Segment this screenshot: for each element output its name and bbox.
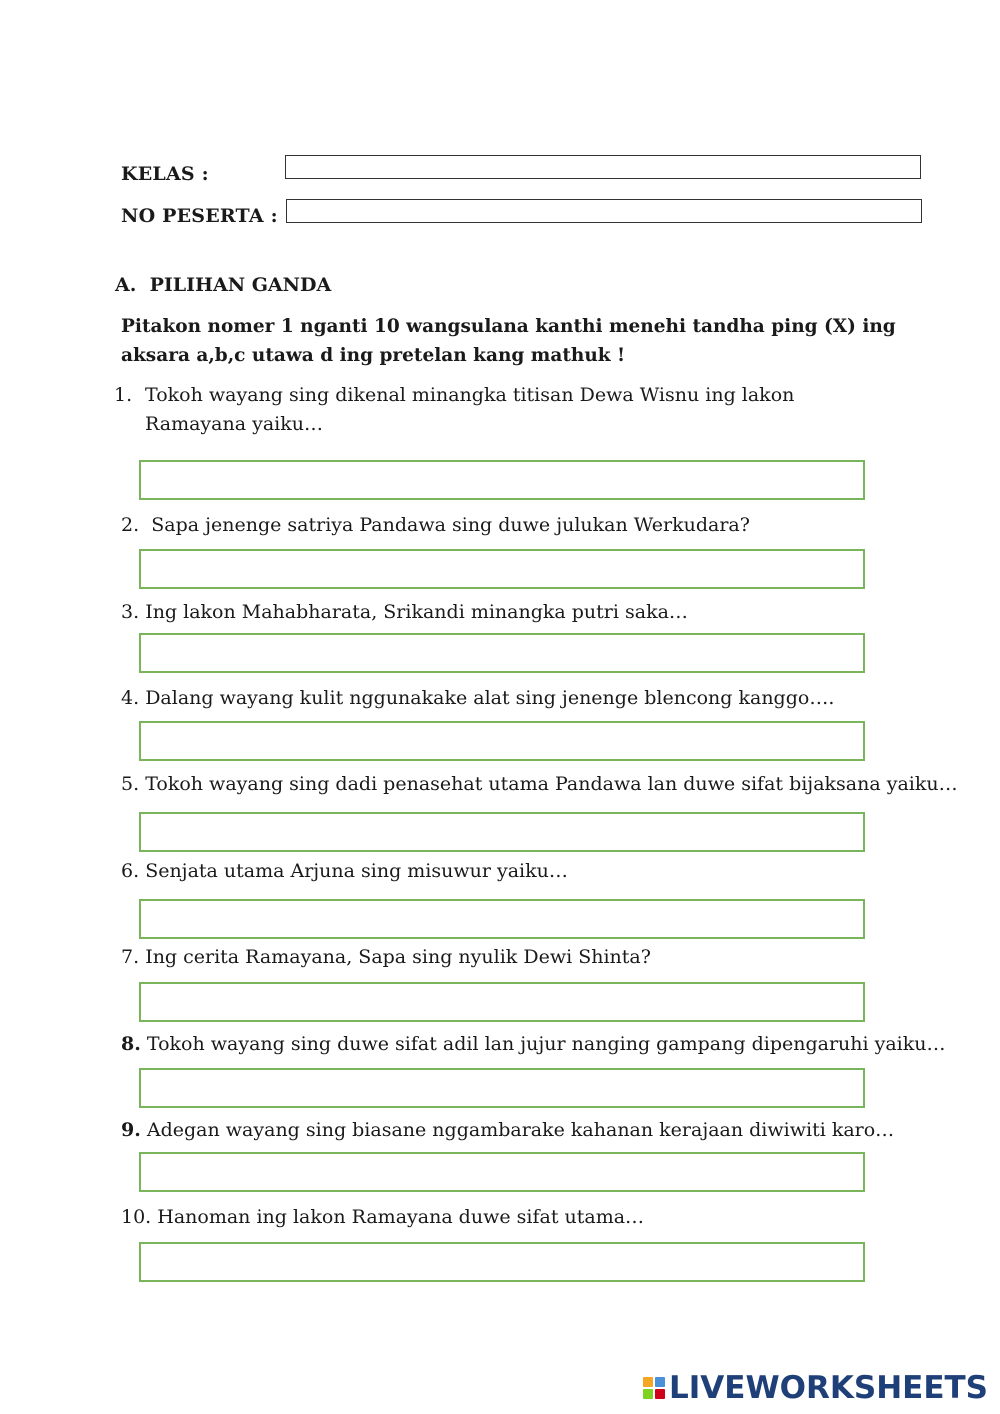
logo-text: LIVEWORKSHEETS <box>669 1370 988 1406</box>
answer-6-input[interactable] <box>139 899 865 939</box>
question-2-number: 2. <box>121 514 140 536</box>
question-10-text: Hanoman ing lakon Ramayana duwe sifat utama… <box>157 1206 645 1228</box>
question-10-number: 10. <box>121 1206 152 1228</box>
answer-10-input[interactable] <box>139 1242 865 1282</box>
question-4 <box>121 684 834 713</box>
question-3-number: 3. <box>121 601 140 623</box>
liveworksheets-logo-icon <box>643 1377 665 1399</box>
no-peserta-label: NO PESERTA : <box>121 205 278 227</box>
section-letter: A. <box>115 274 137 296</box>
answer-7-input[interactable] <box>139 982 865 1022</box>
instructions: Pitakon nomer 1 nganti 10 wangsulana kanthi menehi tandha ping (X) ing aksara a,b,c utawa d ing pretelan kang mathuk ! <box>121 316 896 366</box>
liveworksheets-logo <box>643 1370 988 1406</box>
section-title <box>115 274 331 296</box>
question-3-text: Ing lakon Mahabharata, Srikandi minangka putri saka… <box>145 601 688 623</box>
answer-8-input[interactable] <box>139 1068 865 1108</box>
question-7-number: 7. <box>121 946 140 968</box>
question-4-text: Dalang wayang kulit nggunakake alat sing jenenge blencong kanggo…. <box>145 687 835 709</box>
question-5-text: Tokoh wayang sing dadi penasehat utama Pandawa lan duwe sifat bijaksana yaiku… <box>145 773 958 795</box>
question-8 <box>121 1030 946 1059</box>
question-4-number: 4. <box>121 687 140 709</box>
question-10 <box>121 1203 644 1232</box>
answer-9-input[interactable] <box>139 1152 865 1192</box>
question-8-text: Tokoh wayang sing duwe sifat adil lan jujur nanging gampang dipengaruhi yaiku… <box>146 1033 946 1055</box>
question-6 <box>121 857 568 886</box>
question-9 <box>121 1116 894 1145</box>
question-6-number: 6. <box>121 860 140 882</box>
question-2-text: Sapa jenenge satriya Pandawa sing duwe julukan Werkudara? <box>151 514 750 536</box>
question-7-text: Ing cerita Ramayana, Sapa sing nyulik Dewi Shinta? <box>145 946 651 968</box>
kelas-label: KELAS : <box>121 163 209 185</box>
question-7 <box>121 943 651 972</box>
question-3 <box>121 598 688 627</box>
question-1-text: Tokoh wayang sing dikenal minangka titisan Dewa Wisnu ing lakon Ramayana yaiku… <box>145 384 795 435</box>
answer-5-input[interactable] <box>139 812 865 852</box>
section-title-text: PILIHAN GANDA <box>149 274 332 296</box>
question-9-number: 9. <box>121 1119 141 1141</box>
question-8-number: 8. <box>121 1033 141 1055</box>
answer-2-input[interactable] <box>139 549 865 589</box>
answer-3-input[interactable] <box>139 633 865 673</box>
question-9-text: Adegan wayang sing biasane nggambarake kahanan kerajaan diwiwiti karo… <box>146 1119 895 1141</box>
question-1-number: 1. <box>114 384 133 406</box>
answer-1-input[interactable] <box>139 460 865 500</box>
kelas-input[interactable] <box>285 155 921 179</box>
answer-4-input[interactable] <box>139 721 865 761</box>
question-2 <box>121 511 750 540</box>
question-5-number: 5. <box>121 773 140 795</box>
no-peserta-input[interactable] <box>286 199 922 223</box>
question-6-text: Senjata utama Arjuna sing misuwur yaiku… <box>145 860 568 882</box>
question-5 <box>121 770 958 799</box>
